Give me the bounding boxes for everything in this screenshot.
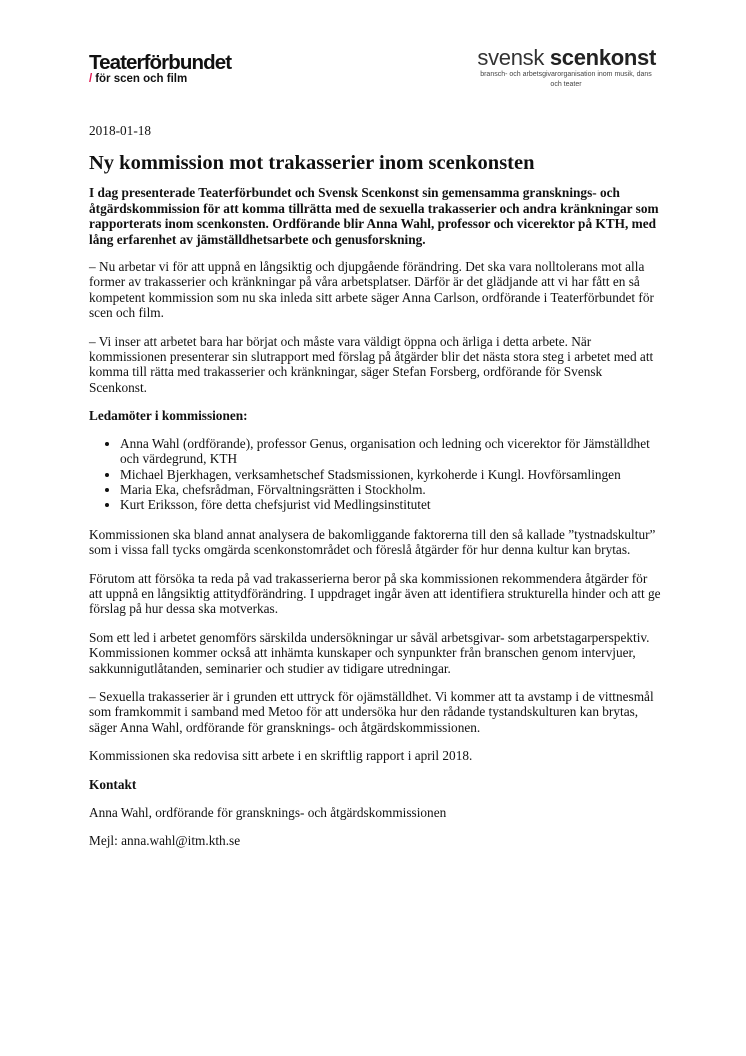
contact-heading: Kontakt [89, 776, 137, 792]
brand-wordmark [456, 45, 656, 71]
paragraph: – Sexuella trakasserier är i grunden ett uttryck för ojämställdhet. Vi kommer att ta avstamp i de vittnesmål som framkommit i samband med Metoo för att undersöka hur den rådande tystandskulturen kan brytas, säger Anna Wahl, ordförande för gransknings- och åtgärdskommissionen. [89, 688, 654, 735]
paragraph: Kommissionen ska bland annat analysera de bakomliggande faktorerna till den så kallade ”tystnadskultur” som i vissa fall tycks omgärda scenkonstområdet och föreslå åtgärder för hur denna kultur kan brytas. [89, 526, 656, 558]
brand-tagline: bransch- och arbetsgivarorganisation inom musik, dans och teater [480, 71, 652, 88]
paragraph: – Nu arbetar vi för att uppnå en långsiktig och djupgående förändring. Det ska vara nolltolerans mot alla former av trakasserier och kränkningar på våra arbetsplatser. Därför är det glädjande att vi har fått en så kompetent kommission som nu ska inleda sitt arbete säger Anna Carlson, ordförande i Teaterförbundet för scen och film. [89, 259, 654, 321]
members-heading: Ledamöter i kommissionen: [89, 408, 248, 424]
document-date: 2018-01-18 [89, 123, 152, 138]
contact-name: Anna Wahl, ordförande för gransknings- och åtgärdskommissionen [89, 805, 447, 820]
list-item: • Kurt Eriksson, före detta chefsjurist vid Medlingsinstitutet [120, 497, 661, 512]
document-title: Ny kommission mot trakasserier inom scenkonsten [89, 152, 535, 175]
teaterforbundet-logo [89, 52, 231, 86]
members-list [89, 436, 661, 513]
list-item: • Anna Wahl (ordförande), professor Genus, organisation och ledning och vicerektor för Jämställdhet och värdegrund, KTH [120, 436, 661, 467]
paragraph: Förutom att försöka ta reda på vad trakasserierna beror på ska kommissionen rekommendera åtgärder för att uppnå en långsiktig attitydförändring. I uppdraget ingår även att identifiera strukturella hinder och att ge förslag på hur dessa ska motverkas. [89, 570, 661, 617]
logo-slash: / [89, 73, 93, 85]
logo-subtitle [89, 73, 231, 86]
paragraph: Kommissionen ska redovisa sitt arbete i en skriftlig rapport i april 2018. [89, 748, 473, 764]
svensk-scenkonst-logo [456, 45, 656, 90]
logo-subtitle-text: för scen och film [95, 73, 188, 85]
lead-paragraph: I dag presenterade Teaterförbundet och Svensk Scenkonst sin gemensamma gransknings- och åtgärdskommission för att komma tillrätta med de sexuella trakasserier och andra kränkningar som rapporterats inom scenkonsten. Ordförande blir Anna Wahl, professor och vicerektor på KTH, med lång erfarenhet av jämställdhetsarbete och genusforskning. [89, 185, 659, 247]
list-item: • Michael Bjerkhagen, verksamhetschef Stadsmissionen, kyrkoherde i Kungl. Hovförsamlingen [120, 467, 661, 482]
brand-bold: scenkonst [549, 45, 656, 70]
list-item: • Maria Eka, chefsrådman, Förvaltningsrätten i Stockholm. [120, 482, 661, 497]
brand-light: svensk [477, 45, 550, 70]
document-body [89, 123, 661, 862]
logo-name: Teaterförbundet [89, 51, 232, 74]
contact-email: Mejl: anna.wahl@itm.kth.se [89, 833, 241, 849]
paragraph: – Vi inser att arbetet bara har börjat och måste vara väldigt öppna och ärliga i detta arbete. När kommissionen presenterar sin slutrapport med förslag på åtgärder blir det nästa stora steg i arbetet med att komma till rätta med trakasserier och kränkningar, säger Stefan Forsberg, ordförande för Svensk Scenkonst. [89, 333, 654, 395]
paragraph: Som ett led i arbetet genomförs särskilda undersökningar ur såväl arbetsgivar- som arbetstagarperspektiv. Kommissionen kommer också att inhämta kunskaper och synpunkter från branschen genom intervjuer, sakkunnigutlåtanden, seminarier och studier av tidigare utredningar. [89, 629, 650, 676]
